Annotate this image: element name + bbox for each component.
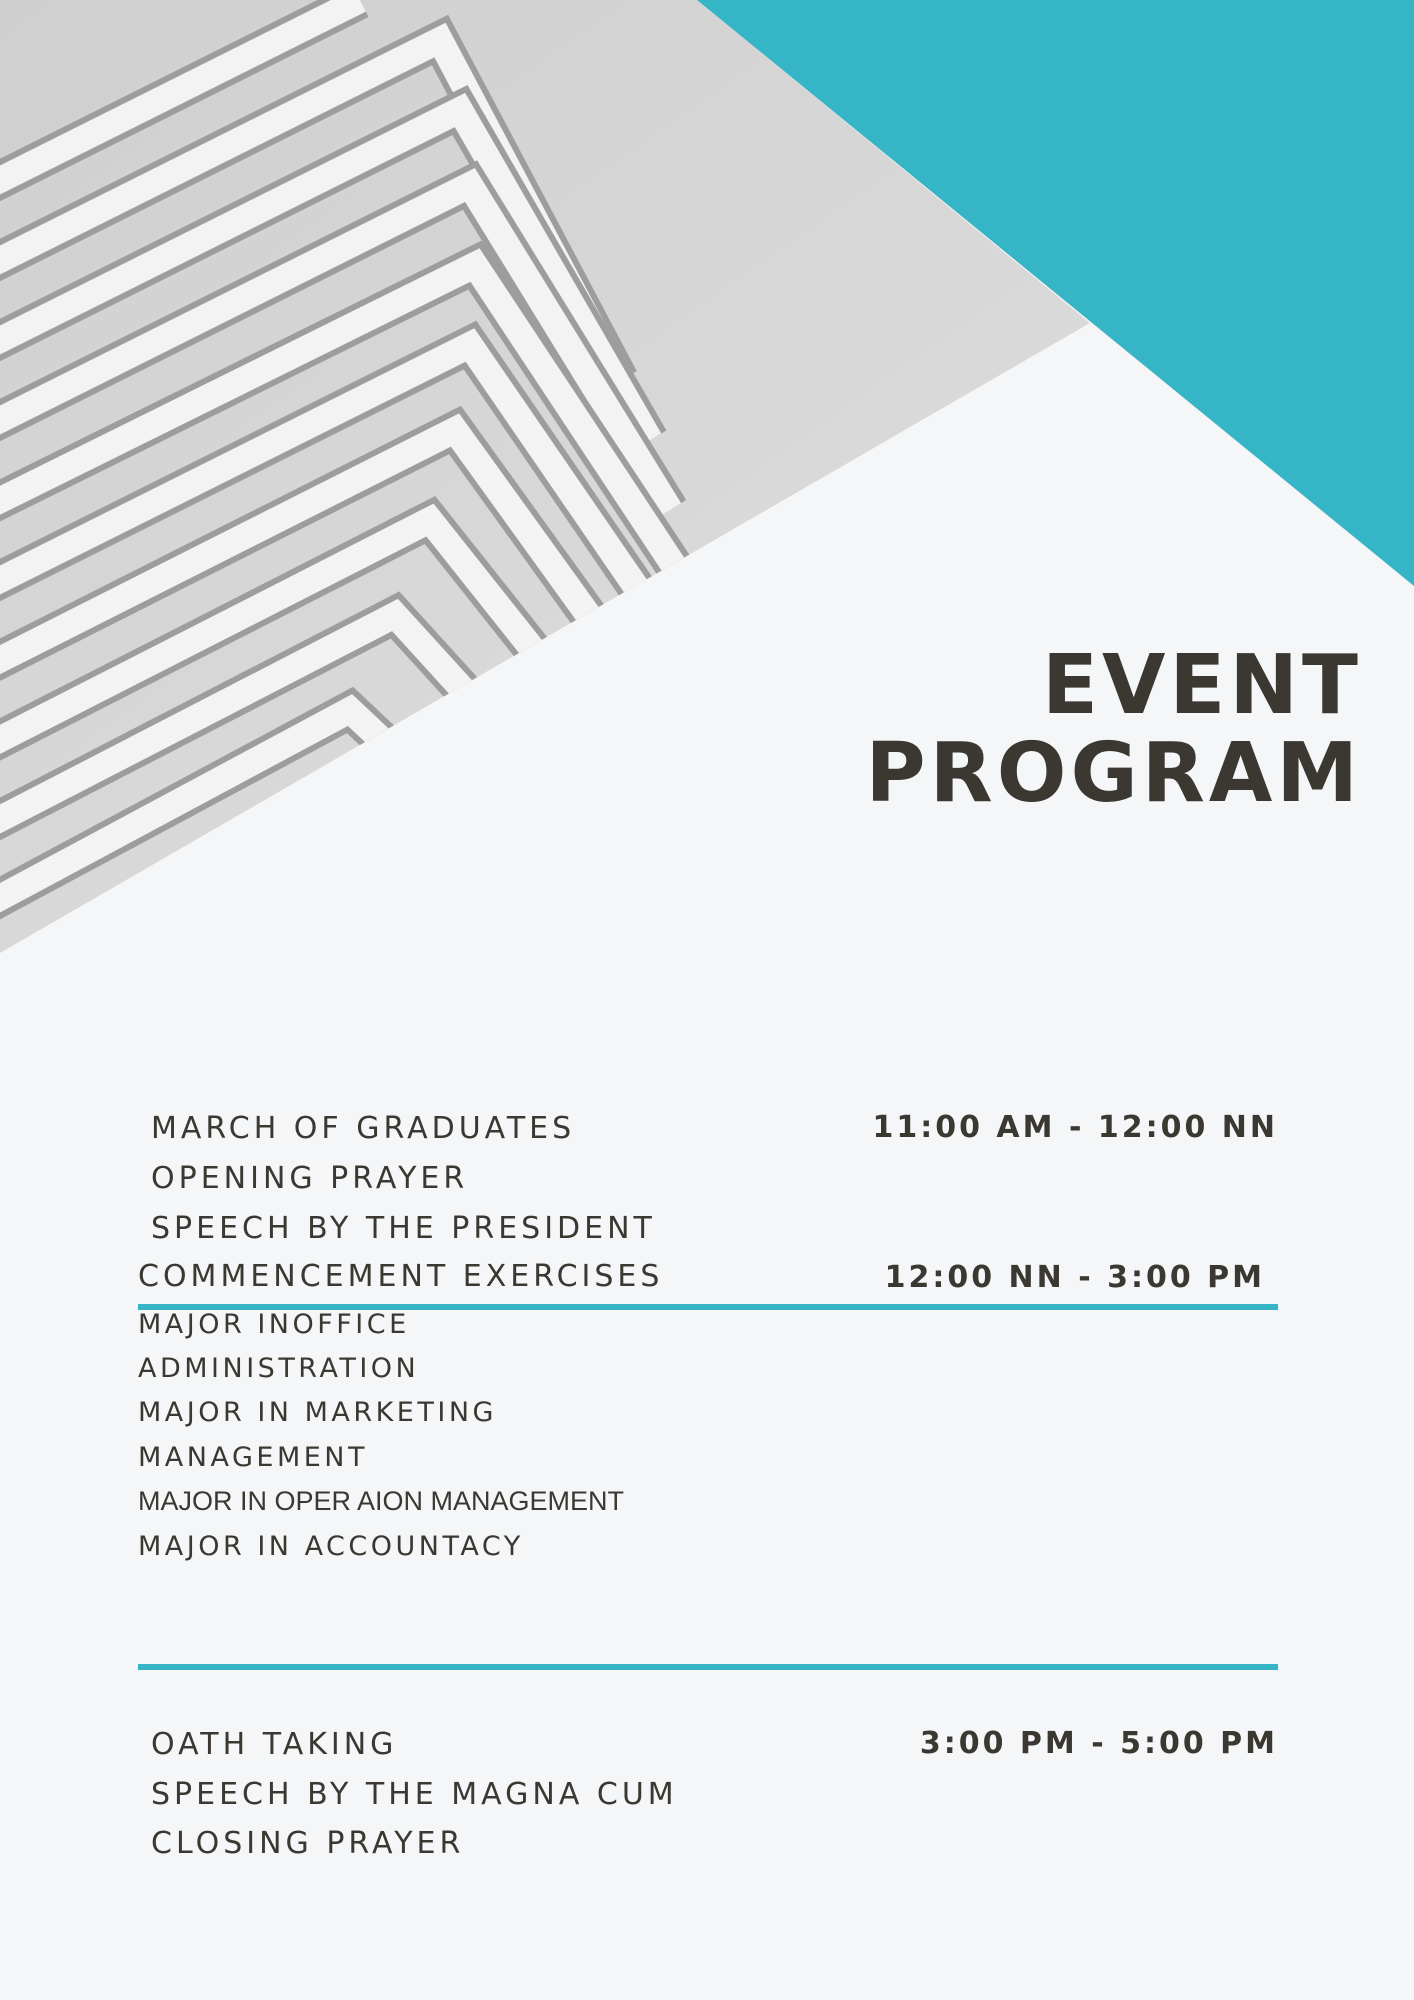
commencement-heading: COMMENCEMENT EXERCISES	[138, 1259, 664, 1294]
program-item-president-speech: SPEECH BY THE PRESIDENT	[151, 1211, 656, 1246]
title-line-program: PROGRAM	[865, 726, 1362, 821]
section2-time: 12:00 NN - 3:00 PM	[884, 1260, 1265, 1295]
major-item: MANAGEMENT	[138, 1442, 368, 1473]
program-item-opening-prayer: OPENING PRAYER	[151, 1161, 469, 1196]
title-line-event: EVENT	[1041, 638, 1362, 733]
major-item: MAJOR IN OPER AION MANAGEMENT	[138, 1486, 625, 1516]
program-item-march: MARCH OF GRADUATES	[151, 1111, 576, 1146]
program-item-magna-speech: SPEECH BY THE MAGNA CUM	[151, 1777, 678, 1812]
major-item: MAJOR IN ACCOUNTACY	[138, 1531, 524, 1562]
program-item-oath: OATH TAKING	[151, 1727, 398, 1762]
section3-time: 3:00 PM - 5:00 PM	[919, 1726, 1278, 1761]
divider-rule	[138, 1664, 1278, 1670]
major-item: MAJOR INOFFICE	[138, 1309, 410, 1340]
major-item: MAJOR IN MARKETING	[138, 1397, 497, 1428]
major-item: ADMINISTRATION	[138, 1353, 420, 1384]
section1-time: 11:00 AM - 12:00 NN	[872, 1110, 1278, 1145]
program-item-closing-prayer: CLOSING PRAYER	[151, 1826, 465, 1861]
page-title	[865, 638, 1362, 821]
